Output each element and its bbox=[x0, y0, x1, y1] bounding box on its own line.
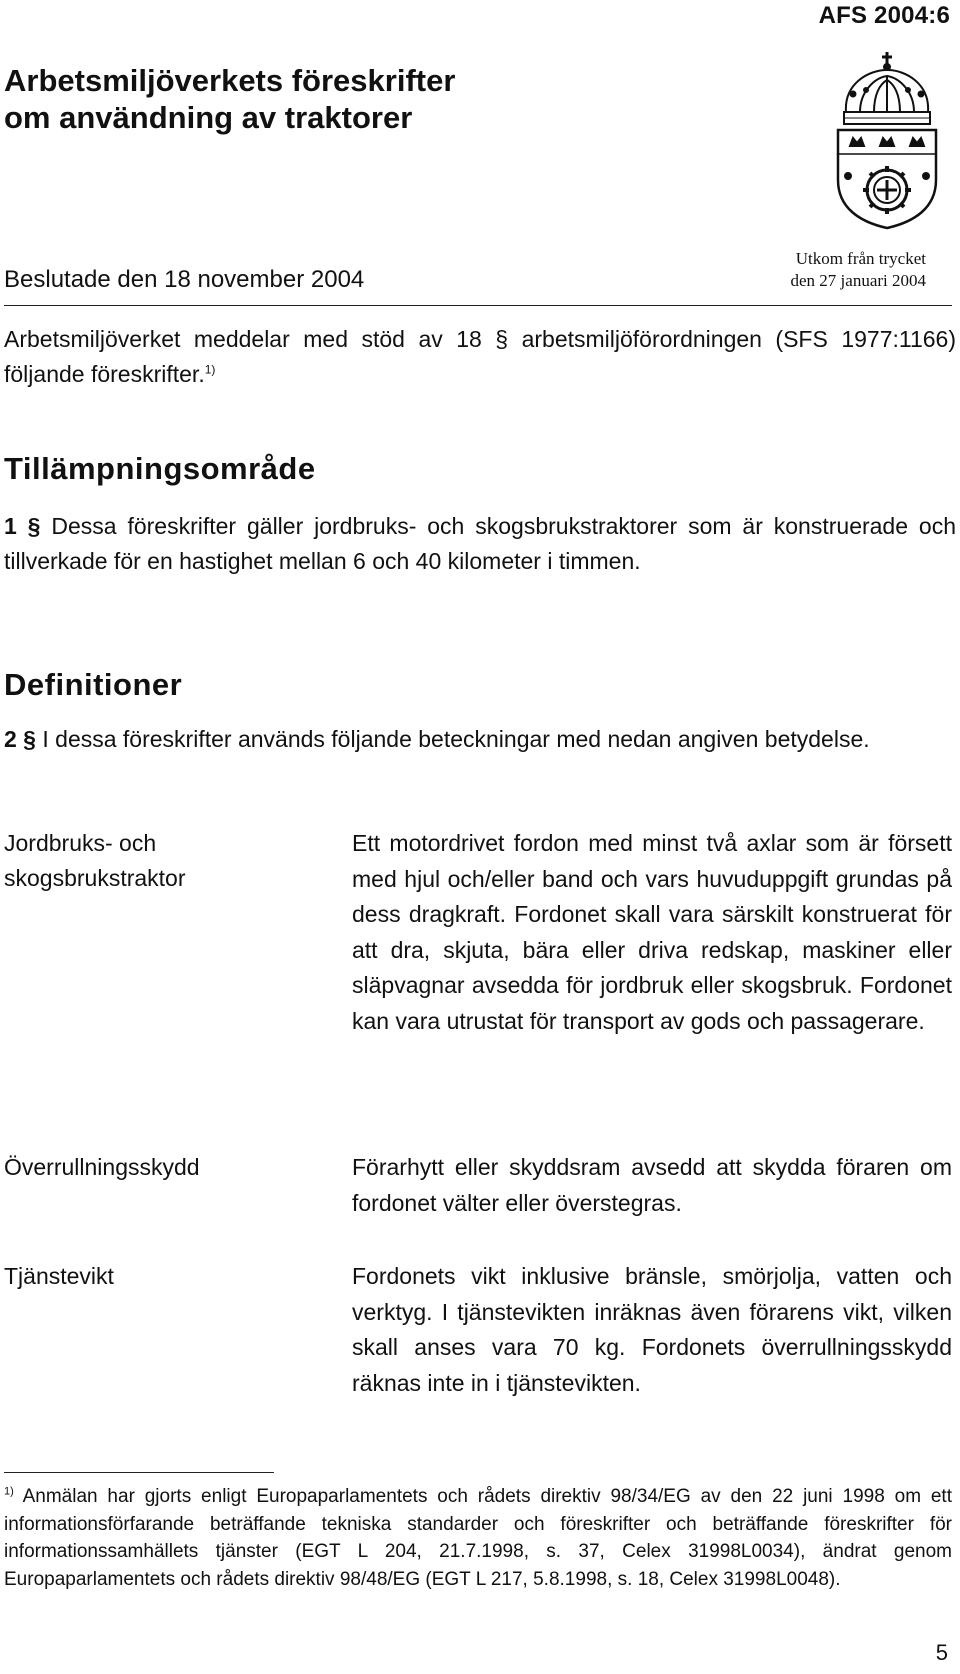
definition-text: Ett motordrivet fordon med minst två axlar som är försett med hjul och/eller band och vars huvuduppgift grundas på dess dragkraft. Fordonet skall vara särskilt konstruerat för att dra, skjuta, bära eller driva redskap, maskiner eller släpvagnar avsedda för jordbruk eller skogsbruk. Fordonet kan vara utrustat för transport av gods och passagerare. bbox=[352, 830, 952, 1034]
footnote-reference: 1) bbox=[204, 362, 216, 377]
heading-definitions: Definitioner bbox=[4, 667, 183, 702]
title-line-1: Arbetsmiljöverkets föreskrifter bbox=[4, 63, 456, 98]
page-number: 5 bbox=[935, 1640, 948, 1665]
definition-term bbox=[4, 1150, 324, 1185]
footnote-text: Anmälan har gjorts enligt Europaparlamentets och rådets direktiv 98/34/EG av den 22 juni 1998 om ett informationsförfarande beträffande tekniska standarder och föreskrifter och beträffande föreskrifter för informationssamhällets tjänster (EGT L 204, 21.7.1998, s. 37, Celex 31998L0034), ändrat genom Europaparlamentets och rådets direktiv 98/48/EG (EGT L 217, 5.8.1998, s. 18, Celex 31998L0048). bbox=[4, 1486, 952, 1590]
section-1-paragraph bbox=[4, 509, 956, 579]
section-2-text: I dessa föreskrifter används följande beteckningar med nedan angiven betydelse. bbox=[35, 726, 870, 752]
section-2-paragraph bbox=[4, 722, 956, 757]
term-line: Överrullningsskydd bbox=[4, 1154, 200, 1180]
section-1-number: 1 § bbox=[4, 513, 41, 539]
definition-text: Förarhytt eller skyddsram avsedd att skydda föraren om fordonet välter eller överstegras. bbox=[352, 1154, 952, 1216]
term-line: Jordbruks- och bbox=[4, 830, 157, 856]
document-reference: AFS 2004:6 bbox=[818, 2, 950, 29]
term-line: skogsbrukstraktor bbox=[4, 865, 186, 891]
publication-line-1: Utkom från trycket bbox=[795, 249, 926, 268]
footnote bbox=[4, 1483, 952, 1593]
intro-text: Arbetsmiljöverket meddelar med stöd av 18 § arbetsmiljöförordningen (SFS 1977:1166) följande föreskrifter. bbox=[4, 326, 956, 387]
document-title bbox=[4, 62, 704, 136]
term-line: Tjänstevikt bbox=[4, 1263, 114, 1289]
section-2-number: 2 § bbox=[4, 726, 36, 752]
header-divider bbox=[4, 305, 952, 306]
decision-date: Beslutade den 18 november 2004 bbox=[4, 266, 365, 293]
intro-paragraph bbox=[4, 322, 956, 392]
definition-text: Fordonets vikt inklusive bränsle, smörjolja, vatten och verktyg. I tjänstevikten inräknas även förarens vikt, vilken skall anses vara 70 kg. Fordonets överrullningsskydd räknas inte in i tjänstevikten. bbox=[352, 1263, 952, 1396]
footnote-divider bbox=[4, 1472, 274, 1473]
title-line-2: om användning av traktorer bbox=[4, 100, 413, 135]
publication-line-2: den 27 januari 2004 bbox=[790, 271, 926, 290]
section-1-text: Dessa föreskrifter gäller jordbruks- och skogsbrukstraktorer som är konstruerade och tillverkade för en hastighet mellan 6 och 40 kilometer i timmen. bbox=[4, 513, 956, 574]
definition-term bbox=[4, 1259, 324, 1294]
footnote-marker: 1) bbox=[4, 1485, 14, 1498]
publication-date bbox=[791, 248, 927, 292]
coat-of-arms-icon bbox=[828, 50, 946, 230]
definition-term bbox=[4, 826, 324, 896]
heading-scope: Tillämpningsområde bbox=[4, 451, 316, 486]
